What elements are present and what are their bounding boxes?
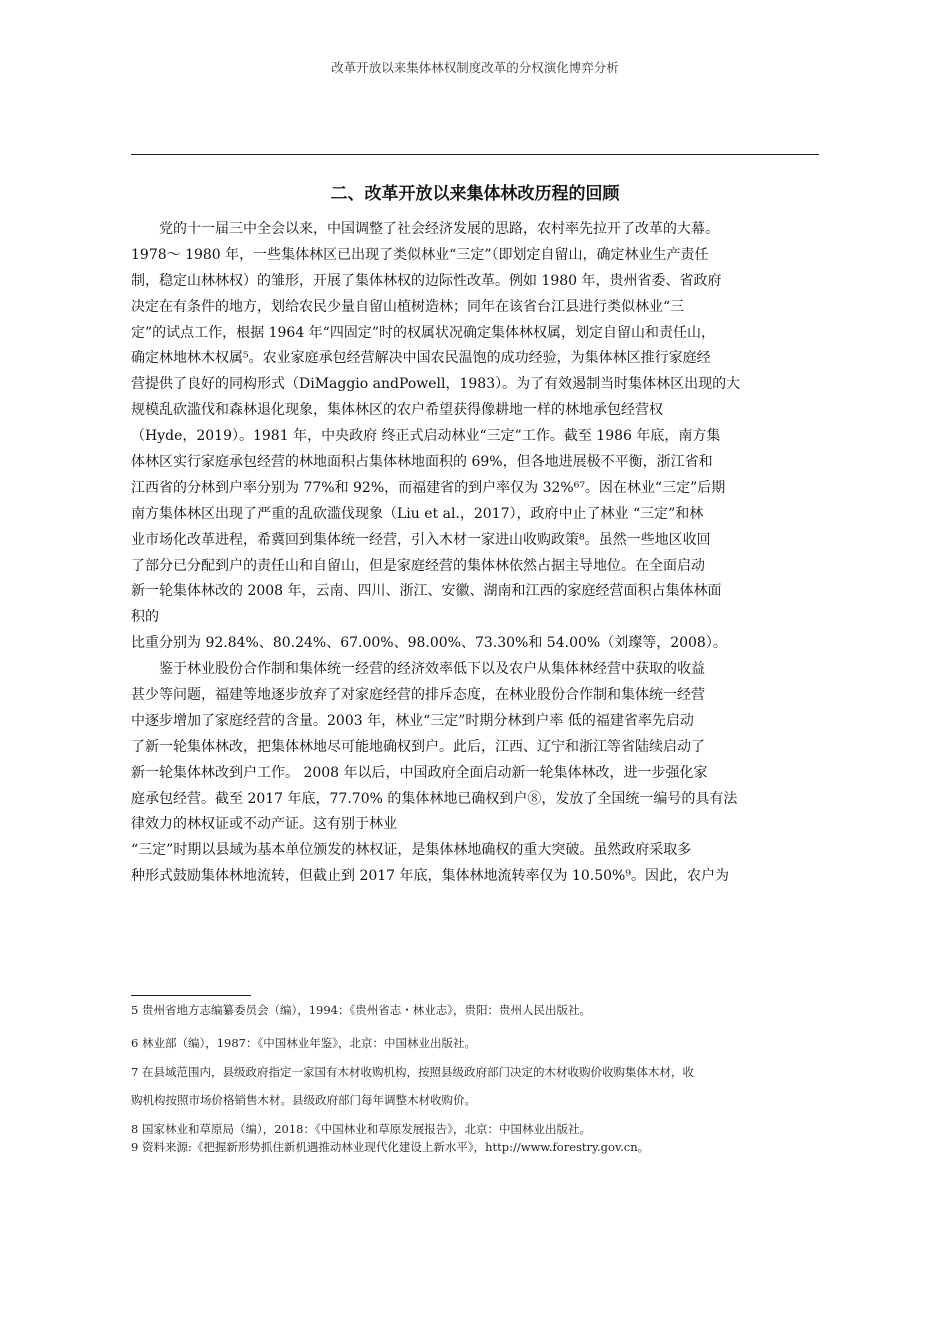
footnote-7-continued: 购机构按照市场价格销售木材。县级政府部门每年调整木材收购价。 [131, 1093, 476, 1107]
body-line: 确定林地林木权属⁵。农业家庭承包经营解决中国农民温饱的成功经验，为集体林区推行家庭经 [131, 350, 711, 367]
header-rule [131, 154, 819, 155]
body-line: 营提供了良好的同构形式（DiMaggio andPowell，1983）。为了有效遏制当时集体林区出现的大 [131, 376, 741, 393]
body-line: 中逐步增加了家庭经营的含量。2003 年，林业“三定”时期分林到户率 低的福建省率先启动 [131, 712, 694, 729]
body-line: 决定在有条件的地方，划给农民少量自留山植树造林；同年在该省台江县进行类似林业“三 [131, 298, 685, 315]
body-line: 鉴于林业股份合作制和集体统一经营的经济效率低下以及农户从集体林经营中获取的收益 [159, 661, 705, 678]
body-text [131, 217, 831, 890]
body-line: 体林区实行家庭承包经营的林地面积占集体林地面积的 69%，但各地进展极不平衡，浙江省和 [131, 454, 713, 471]
body-line: （Hyde，2019）。1981 年，中央政府 终正式启动林业“三定”工作。截至 1986 年底，南方集 [131, 428, 721, 445]
body-line: 甚少等问题，福建等地逐步放弃了对家庭经营的排斥态度，在林业股份合作制和集体统一经营 [131, 687, 705, 704]
body-line: 江西省的分林到户率分别为 77%和 92%，而福建省的到户率仅为 32%⁶⁷。因在林业“三定”后期 [131, 479, 726, 496]
body-line: 定”的试点工作，根据 1964 年“四固定”时的权属状况确定集体林权属，划定自留山和责任山， [131, 324, 715, 341]
footnote-6: 6 林业部（编），1987：《中国林业年鉴》，北京：中国林业出版社。 [131, 1036, 476, 1050]
body-line: 种形式鼓励集体林地流转，但截止到 2017 年底，集体林地流转率仅为 10.50%⁹。因此，农户为 [131, 868, 729, 885]
body-line: 党的十一届三中全会以来，中国调整了社会经济发展的思路，农村率先拉开了改革的大幕。 [159, 221, 719, 237]
footnote-rule [131, 995, 251, 996]
body-line: 业市场化改革进程，希冀回到集体统一经营，引入木材一家进山收购政策⁸。虽然一些地区收回 [131, 531, 711, 548]
footnote-5: 5 贵州省地方志编纂委员会（编），1994：《贵州省志・林业志》，贵阳：贵州人民出版社。 [131, 1003, 591, 1017]
body-line: 庭承包经营。截至 2017 年底，77.70% 的集体林地已确权到户⑧，发放了全国统一编号的具有法 [131, 790, 738, 807]
footnote-8: 8 国家林业和草原局（编），2018：《中国林业和草原发展报告》，北京：中国林业出版社。 [131, 1122, 591, 1136]
body-line: 了部分已分配到户的责任山和自留山，但是家庭经营的集体林依然占据主导地位。在全面启动 [131, 557, 705, 574]
body-line: 比重分别为 92.84%、80.24%、67.00%、98.00%、73.30%和 54.00%（刘璨等，2008）。 [131, 635, 727, 652]
body-line: “三定”时期以县域为基本单位颁发的林权证，是集体林地确权的重大突破。虽然政府采取多 [131, 842, 692, 859]
running-header: 改革开放以来集体林权制度改革的分权演化博弈分析 [331, 60, 619, 75]
footnote-7: 7 在县域范围内，县级政府指定一家国有木材收购机构，按照县级政府部门决定的木材收购价收购集体木材，收 [131, 1065, 694, 1079]
body-line: 律效力的林权证或不动产证。这有别于林业 [131, 816, 397, 833]
body-line: 1978～ 1980 年，一些集体林区已出现了类似林业“三定”（即划定自留山，确定林业生产责任 [131, 246, 709, 263]
body-line: 制，稳定山林林权）的雏形，开展了集体林权的边际性改革。例如 1980 年，贵州省委、省政府 [131, 272, 722, 289]
body-line: 南方集体林区出现了严重的乱砍滥伐现象（Liu et al.，2017），政府中止了林业 “三定”和林 [131, 505, 704, 522]
footnote-9: 9 资料来源:《把握新形势抓住新机遇推动林业现代化建设上新水平》，http://www.forestry.gov.cn。 [131, 1140, 650, 1154]
section-title: 二、改革开放以来集体林改历程的回顾 [330, 184, 620, 204]
body-line: 规模乱砍滥伐和森林退化现象，集体林区的农户希望获得像耕地一样的林地承包经营权 [131, 402, 663, 419]
body-line: 新一轮集体林改的 2008 年，云南、四川、浙江、安徽、湖南和江西的家庭经营面积占集体林面 [131, 583, 722, 600]
body-line: 了新一轮集体林改，把集体林地尽可能地确权到户。此后，江西、辽宁和浙江等省陆续启动了 [131, 738, 705, 755]
body-line: 积的 [131, 609, 159, 626]
body-line: 新一轮集体林改到户工作。 2008 年以后，中国政府全面启动新一轮集体林改，进一步强化家 [131, 764, 708, 781]
